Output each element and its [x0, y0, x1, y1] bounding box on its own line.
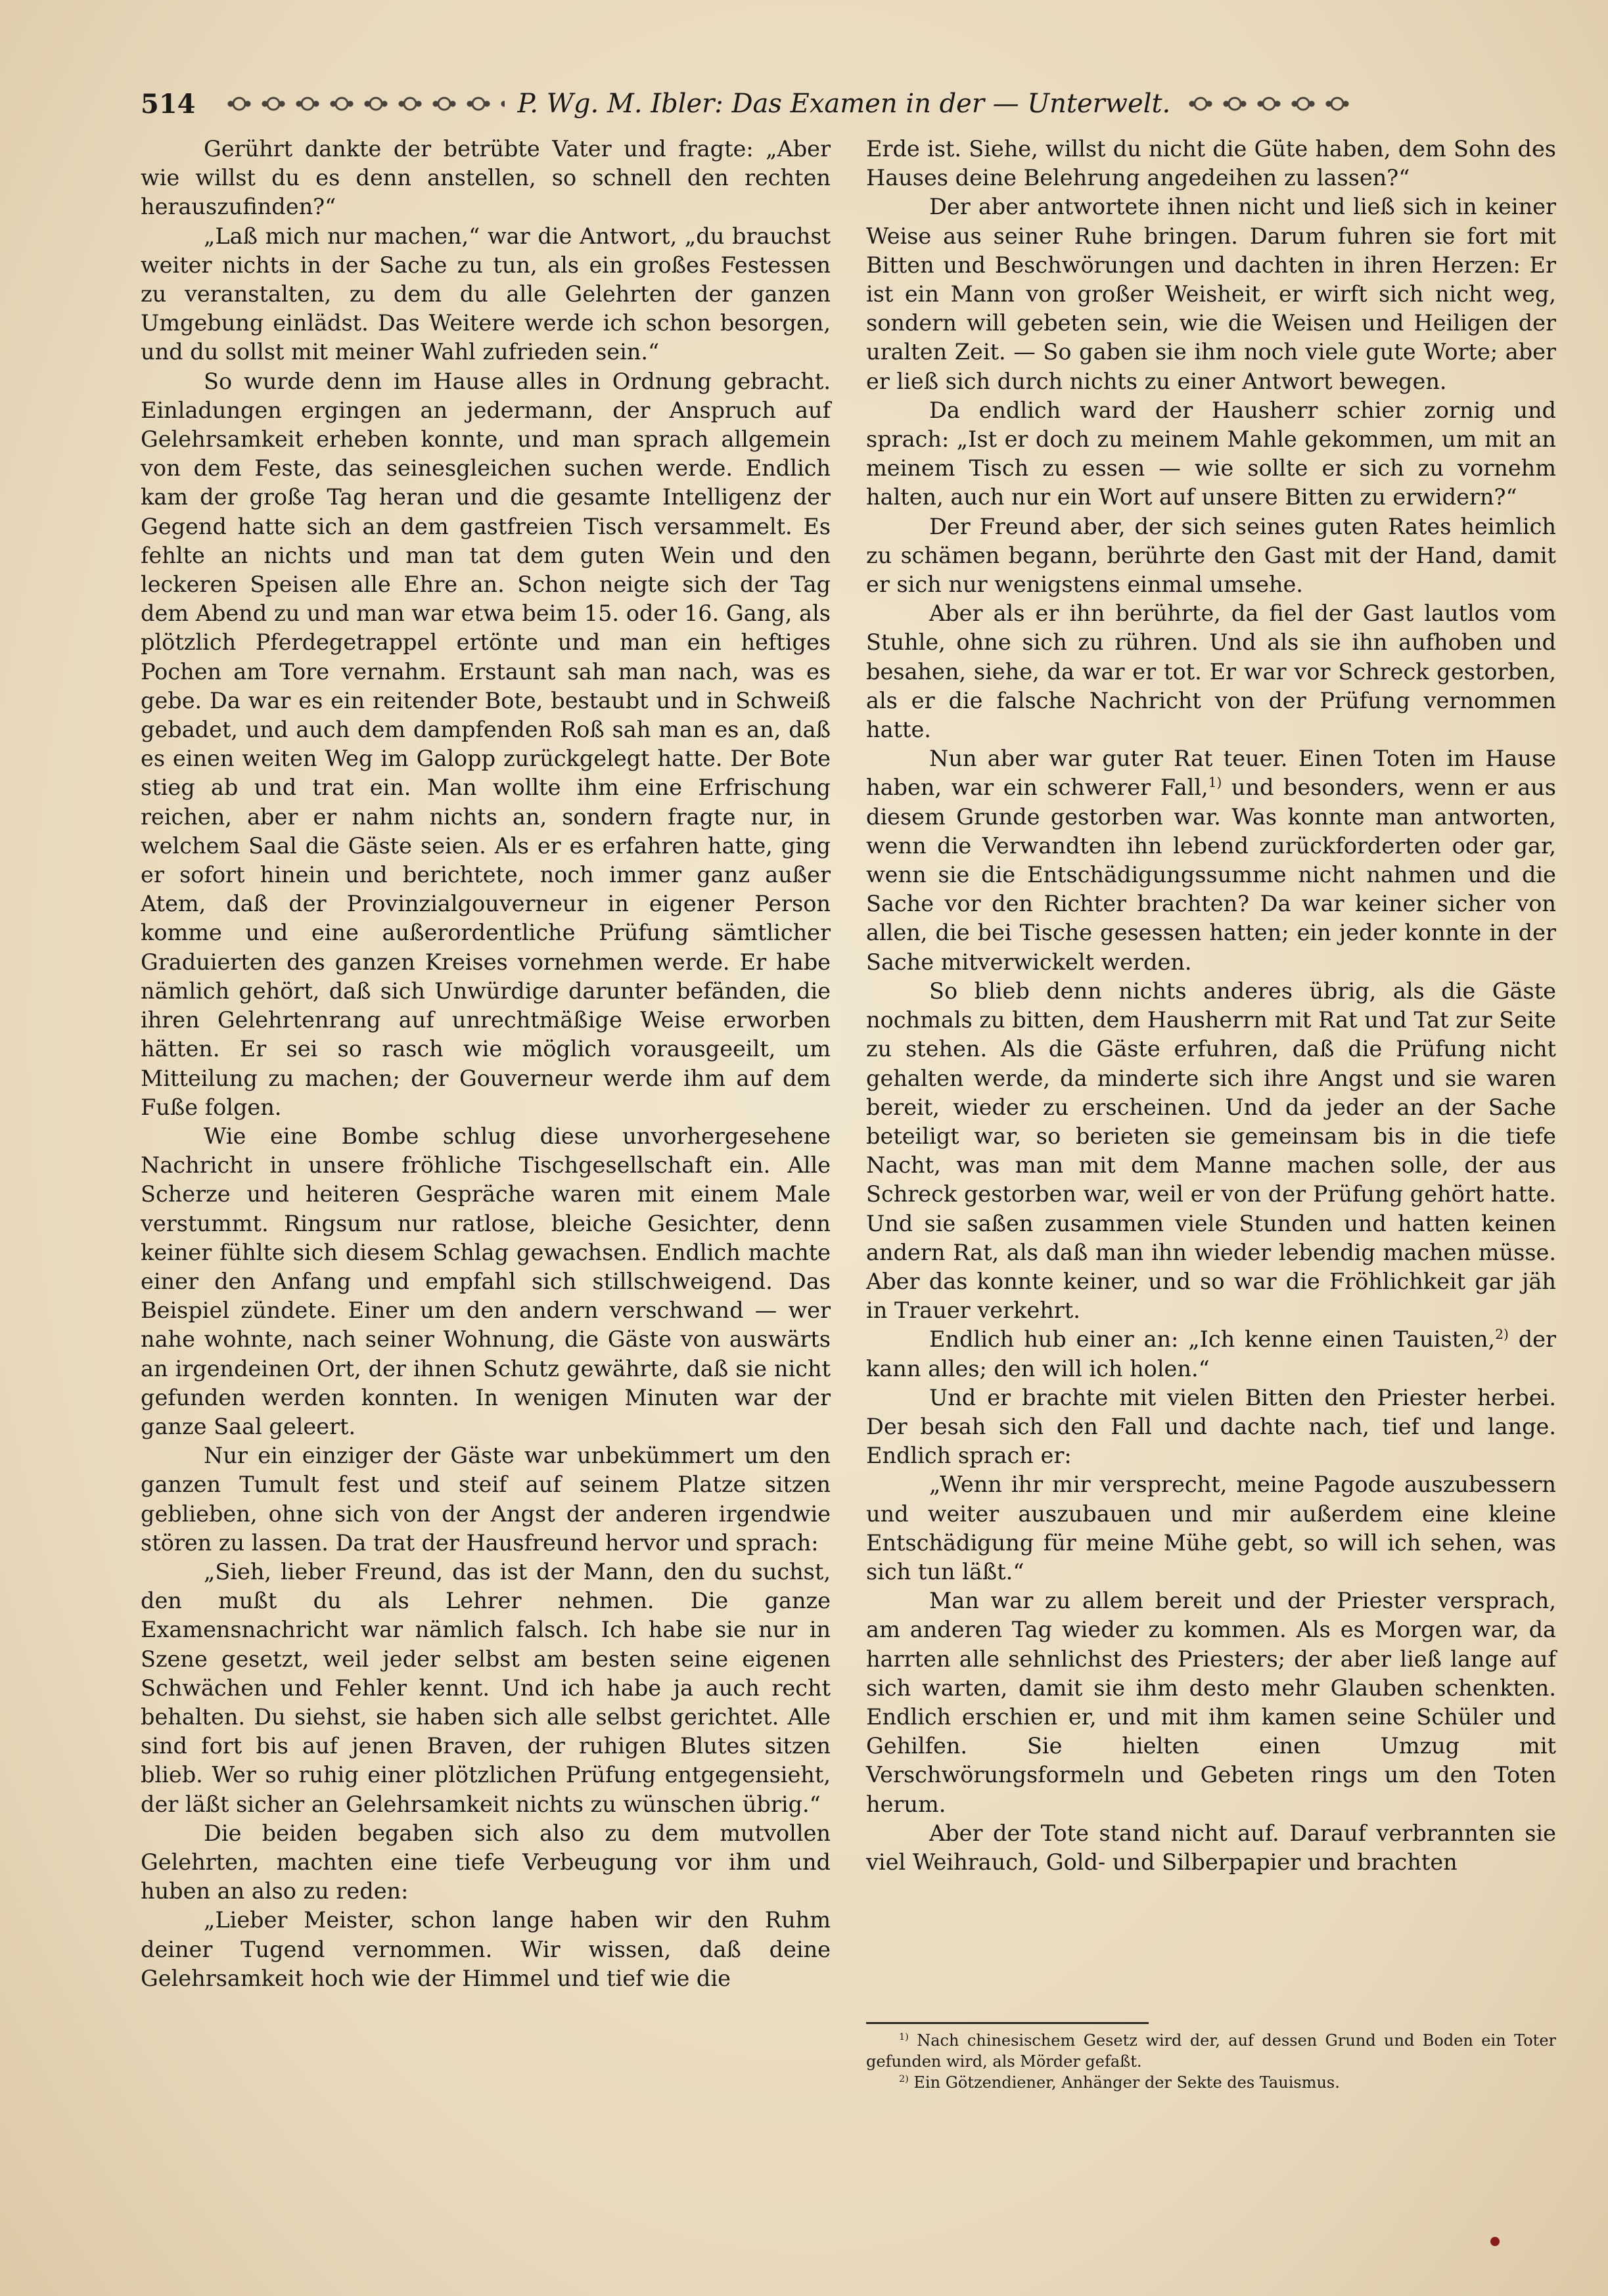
paragraph: Gerührt dankte der betrübte Vater und fragte: „Aber wie willst du es denn anstellen, so schnell den rechten herauszufinden?“	[141, 136, 831, 220]
paragraph: Der aber antwortete ihnen nicht und ließ sich in keiner Weise aus seiner Ruhe bringen. Darum fuhren sie fort mit Bitten und Beschwörungen und dachten in ihren Herzen: Er ist ein Mann von großer Weisheit, er wirft sich nicht weg, sondern will gebeten sein, wie die Weisen und Heiligen der uralten Zeit. — So gaben sie ihm noch viele gute Worte; aber er ließ sich durch nichts zu einer Antwort bewegen.	[866, 194, 1556, 394]
paragraph: „Lieber Meister, schon lange haben wir den Ruhm deiner Tugend vernommen. Wir wissen, daß deine Gelehrsamkeit hoch wie der Himmel und tief wie die	[141, 1907, 831, 1991]
paragraph: Die beiden begaben sich also zu dem mutvollen Gelehrten, machten eine tiefe Verbeugung vor ihm und huben an also zu reden:	[141, 1820, 831, 1904]
running-title: P. Wg. M. Ibler: Das Examen in der — Unterwelt.	[517, 89, 1171, 119]
header-ornament-right	[1183, 95, 1354, 112]
ink-spot	[1490, 2237, 1500, 2246]
footnotes	[866, 2030, 1556, 2093]
running-header	[141, 84, 1521, 124]
text-run: der kann alles; den will ich holen.“	[866, 1326, 1556, 1382]
paragraph: So blieb denn nichts anderes übrig, als die Gäste nochmals zu bitten, dem Hausherrn mit Rat und Tat zur Seite zu stehen. Als die Gäste erfuhren, daß die Prüfung nicht gehalten werde, da minderte sich ihre Angst und sie waren bereit, wieder zu erscheinen. Und da jeder an der Sache beteiligt war, so berieten sie gemeinsam bis in die tiefe Nacht, was man mit dem Manne machen solle, der aus Schreck gestorben war, weil er von der Prüfung gehört hatte. Und sie saßen zusammen viele Stunden und hatten keinen andern Rat, als daß man ihn wieder lebendig machen müsse. Aber das konnte keiner, und so war die Fröhlichkeit gar jäh in Trauer verkehrt.	[866, 978, 1556, 1324]
paragraph-continued: Erde ist. Siehe, willst du nicht die Güte haben, dem Sohn des Hauses deine Belehrung angedeihen zu lassen?“	[866, 136, 1556, 191]
text-run: Nun aber war guter Rat teuer. Einen Toten im Hause haben, war ein schwerer Fall,	[866, 746, 1556, 801]
footnote	[866, 2030, 1556, 2072]
paragraph: Der Freund aber, der sich seines guten Rates heimlich zu schämen begann, berührte den Gast mit der Hand, damit er sich nur wenigstens einmal umsehe.	[866, 513, 1556, 598]
right-column	[866, 135, 1556, 1877]
footnote-text: Nach chinesischem Gesetz wird der, auf dessen Grund und Boden ein Toter gefunden wird, als Mörder gefaßt.	[866, 2031, 1556, 2071]
footnote-ref: 1)	[1208, 775, 1222, 791]
page-number: 514	[141, 88, 196, 120]
footnote-text: Ein Götzendiener, Anhänger der Sekte des Tauismus.	[908, 2073, 1340, 2092]
paragraph: Nur ein einziger der Gäste war unbekümmert um den ganzen Tumult fest und steif auf seinem Platze sitzen geblieben, ohne sich von der Angst der anderen irgendwie stören zu lassen. Da trat der Hausfreund hervor und sprach:	[141, 1443, 831, 1556]
paragraph: „Sieh, lieber Freund, das ist der Mann, den du suchst, den mußt du als Lehrer nehmen. Die ganze Examensnachricht war nämlich falsch. Ich habe sie nur in Szene gesetzt, weil jeder selbst am besten seine eigenen Schwächen und Fehler kennt. Und ich habe ja auch recht behalten. Du siehst, sie haben sich alle selbst gerichtet. Alle sind fort bis auf jenen Braven, der ruhigen Blutes sitzen blieb. Wer so ruhig einer plötzlichen Prüfung entgegensieht, der läßt sicher an Gelehrsamkeit nichts zu wünschen übrig.“	[141, 1558, 831, 1817]
paragraph: „Wenn ihr mir versprecht, meine Pagode auszubessern und weiter auszubauen und mir außerdem eine kleine Entschädigung für meine Mühe gebt, so will ich sehen, was sich tun läßt.“	[866, 1472, 1556, 1585]
paragraph	[866, 744, 1556, 977]
footnote-mark: 1)	[899, 2032, 909, 2042]
paragraph: Aber der Tote stand nicht auf. Darauf verbrannten sie viel Weihrauch, Gold- und Silberpapier und brachten	[866, 1820, 1556, 1875]
paragraph	[866, 1325, 1556, 1383]
footnote-mark: 2)	[899, 2074, 909, 2084]
paragraph: Man war zu allem bereit und der Priester versprach, am anderen Tag wieder zu kommen. Als es Morgen war, da harrten alle sehnlichst des Priesters; der aber ließ lange auf sich warten, damit sie ihm desto mehr Glauben schenkten. Endlich erschien er, und mit ihm kamen seine Schüler und Gehilfen. Sie hielten einen Umzug mit Verschwörungsformeln und Gebeten rings um den Toten herum.	[866, 1588, 1556, 1817]
footnote-ref: 2)	[1495, 1326, 1509, 1343]
paragraph: Und er brachte mit vielen Bitten den Priester herbei. Der besah sich den Fall und dachte nach, tief und lange. Endlich sprach er:	[866, 1384, 1556, 1469]
footnote	[866, 2072, 1556, 2093]
paragraph: Aber als er ihn berührte, da fiel der Gast lautlos vom Stuhle, ohne sich zu rühren. Und als sie ihn aufhoben und besahen, siehe, da war er tot. Er war vor Schreck gestorben, als er die falsche Nachricht von der Prüfung vernommen hatte.	[866, 600, 1556, 743]
text-run: Endlich hub einer an: „Ich kenne einen Tauisten,	[929, 1326, 1496, 1353]
text-run: und besonders, wenn er aus diesem Grunde gestorben war. Was konnte man antworten, wenn die Verwandten ihn lebend zurückforderten oder gar, wenn sie die Entschädigungssumme nicht nahmen und die Sache vor den Richter brachten? Da war keiner sicher von allen, die bei Tische gesessen hatten; ein jeder konnte in der Sache mitverwickelt werden.	[866, 775, 1556, 975]
paragraph: So wurde denn im Hause alles in Ordnung gebracht. Einladungen ergingen an jedermann, der Anspruch auf Gelehrsamkeit erheben konnte, und man sprach allgemein von dem Feste, das seinesgleichen suchen werde. Endlich kam der große Tag heran und die gesamte Intelligenz der Gegend hatte sich an dem gastfreien Tisch versammelt. Es fehlte an nichts und man tat dem guten Wein und den leckeren Speisen alle Ehre an. Schon neigte sich der Tag dem Abend zu und man war etwa beim 15. oder 16. Gang, als plötzlich Pferdegetrappel ertönte und man ein heftiges Pochen am Tore vernahm. Erstaunt sah man nach, was es gebe. Da war es ein reitender Bote, bestaubt und in Schweiß gebadet, und auch dem dampfenden Roß sah man es an, daß es einen weiten Weg im Galopp zurückgelegt hatte. Der Bote stieg ab und trat ein. Man wollte ihm eine Erfrischung reichen, aber er nahm nichts an, sondern fragte nur, in welchem Saal die Gäste seien. Als er es erfahren hatte, ging er sofort hinein und berichtete, noch immer ganz außer Atem, daß der Provinzialgouverneur in eigener Person komme und eine außerordentliche Prüfung sämtlicher Graduierten des ganzen Kreises vornehmen werde. Er habe nämlich gehört, daß sich Unwürdige darunter befänden, die ihren Gelehrtenrang auf unrechtmäßige Weise erworben hätten. Er sei so rasch wie möglich vorausgeeilt, um Mitteilung zu machen; der Gouverneur werde ihm auf dem Fuße folgen.	[141, 368, 831, 1120]
left-column	[141, 135, 831, 1993]
paragraph: Wie eine Bombe schlug diese unvorhergesehene Nachricht in unsere fröhliche Tischgesellschaft ein. Alle Scherze und heiteren Gespräche waren mit einem Male verstummt. Ringsum nur ratlose, bleiche Gesichter, denn keiner fühlte sich diesem Schlag gewachsen. Endlich machte einer den Anfang und empfahl sich stillschweigend. Das Beispiel zündete. Einer um den andern verschwand — wer nahe wohnte, nach seiner Wohnung, die Gäste von auswärts an irgendeinen Ort, der ihnen Schutz gewährte, daß sie nicht gefunden werden konnten. In wenigen Minuten war der ganze Saal geleert.	[141, 1123, 831, 1439]
header-ornament-left	[222, 95, 505, 112]
paragraph: Da endlich ward der Hausherr schier zornig und sprach: „Ist er doch zu meinem Mahle gekommen, um mit an meinem Tisch zu essen — wie sollte er sich zu vornehm halten, auch nur ein Wort auf unsere Bitten zu erwidern?“	[866, 397, 1556, 510]
footnote-rule	[866, 2022, 1149, 2024]
paragraph: „Laß mich nur machen,“ war die Antwort, „du brauchst weiter nichts in der Sache zu tun, als ein großes Festessen zu veranstalten, zu dem du alle Gelehrten der ganzen Umgebung einlädst. Das Weitere werde ich schon besorgen, und du sollst mit meiner Wahl zufrieden sein.“	[141, 223, 831, 365]
